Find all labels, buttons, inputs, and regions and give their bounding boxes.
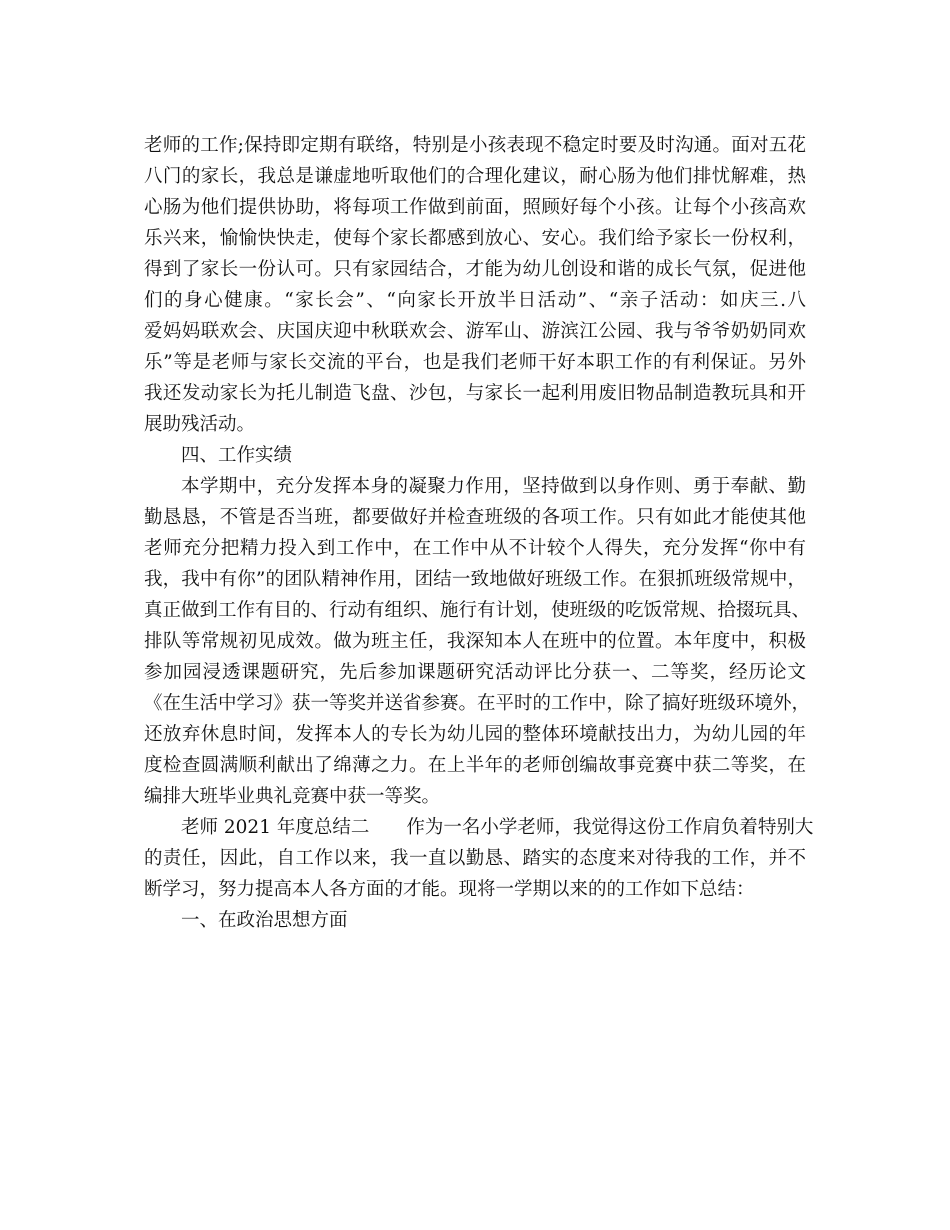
text-line: 《在生活中学习》获一等奖并送省参赛。在平时的工作中，除了搞好班级环境外， xyxy=(144,693,811,714)
heading-text: 四、工作实绩 xyxy=(181,445,293,466)
text-line: 我还发动家长为托儿制造飞盘、沙包，与家长一起利用废旧物品制造教玩具和开 xyxy=(144,383,806,404)
text-line: 得到了家长一份认可。只有家园结合，才能为幼儿创设和谐的成长气氛，促进他 xyxy=(144,259,806,280)
text-line: 爱妈妈联欢会、庆国庆迎中秋联欢会、游军山、游滨江公园、我与爷爷奶奶同欢 xyxy=(144,321,806,342)
section-heading xyxy=(144,905,806,936)
text-line: 还放弃休息时间，发挥本人的专长为幼儿园的整体环境献技出力，为幼儿园的年 xyxy=(144,724,806,745)
text-line: 们的身心健康。“家长会”、“向家长开放半日活动”、“亲子活动：如庆三.八 xyxy=(144,290,806,311)
text-line: 乐兴来，愉愉快快走，使每个家长都感到放心、安心。我们给予家长一份权利， xyxy=(144,228,806,249)
document-page xyxy=(144,130,814,936)
text-line: 乐”等是老师与家长交流的平台，也是我们老师干好本职工作的有利保证。另外 xyxy=(144,352,806,373)
text-line: 参加园浸透课题研究，先后参加课题研究活动评比分获一、二等奖，经历论文 xyxy=(144,662,806,683)
paragraph xyxy=(144,471,811,812)
heading-text: 一、在政治思想方面 xyxy=(181,910,348,931)
paragraph xyxy=(144,130,806,440)
text-line: 展助残活动。 xyxy=(144,414,256,435)
text-line: 勤恳恳，不管是否当班，都要做好并检查班级的各项工作。只有如此才能使其他 xyxy=(144,507,806,528)
text-line: 编排大班毕业典礼竞赛中获一等奖。 xyxy=(144,786,441,807)
text-line: 断学习，努力提高本人各方面的才能。现将一学期以来的的工作如下总结： xyxy=(144,879,755,900)
text-line: 的责任，因此，自工作以来，我一直以勤恳、踏实的态度来对待我的工作，并不 xyxy=(144,848,806,869)
text-line: 老师的工作;保持即定期有联络，特别是小孩表现不稳定时要及时沟通。面对五花 xyxy=(144,135,806,156)
text-line: 老师充分把精力投入到工作中，在工作中从不计较个人得失，充分发挥“你中有 xyxy=(144,538,806,559)
section-heading xyxy=(144,440,806,471)
text-line: 心肠为他们提供协助，将每项工作做到前面，照顾好每个小孩。让每个小孩高欢 xyxy=(144,197,806,218)
text-line: 我，我中有你”的团队精神作用，团结一致地做好班级工作。在狠抓班级常规中， xyxy=(144,569,806,590)
text-line: 排队等常规初见成效。做为班主任，我深知本人在班中的位置。本年度中，积极 xyxy=(144,631,806,652)
text-line: 度检查圆满顺利献出了绵薄之力。在上半年的老师创编故事竞赛中获二等奖，在 xyxy=(144,755,806,776)
text-line: 本学期中，充分发挥本身的凝聚力作用，坚持做到以身作则、勇于奉献、勤 xyxy=(181,476,806,497)
text-line: 真正做到工作有目的、行动有组织、施行有计划，使班级的吃饭常规、拾掇玩具、 xyxy=(144,600,811,621)
text-line: 老师 2021 年度总结二 作为一名小学老师，我觉得这份工作肩负着特别大 xyxy=(181,817,814,838)
text-line: 八门的家长，我总是谦虚地听取他们的合理化建议，耐心肠为他们排忧解难，热 xyxy=(144,166,806,187)
paragraph xyxy=(144,812,814,905)
